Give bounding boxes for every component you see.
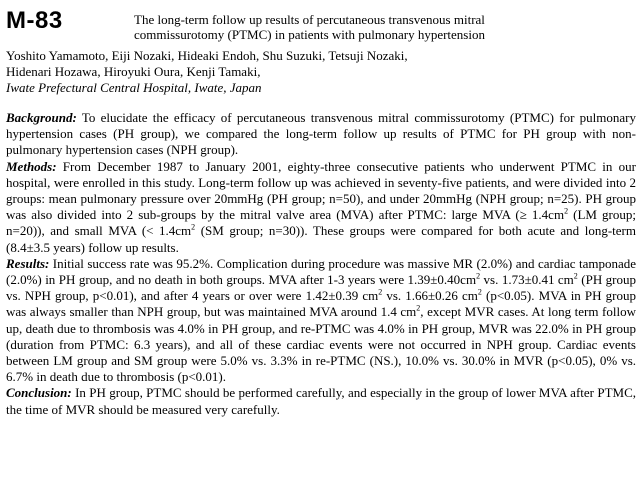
author-block (6, 48, 634, 96)
results-sup-3: 2 (378, 287, 383, 297)
abstract-code: M-83 (6, 7, 63, 34)
authors-line-1: Yoshito Yamamoto, Eiji Nozaki, Hideaki Endoh, Shu Suzuki, Tetsuji Nozaki, (6, 48, 408, 63)
abstract-body (6, 110, 636, 418)
results-paragraph (6, 256, 636, 386)
results-text-d: vs. 1.66±0.26 cm (382, 288, 478, 304)
results-sup-4: 2 (477, 287, 482, 297)
methods-heading: Methods: (6, 158, 57, 174)
methods-sup-1: 2 (564, 206, 569, 216)
methods-text-a: From December 1987 to January 2001, eighty-three consecutive patients who underwent PTMC in our hospital, were enrolled in this study. Long-term follow up was achieved in seventy-five patients, and were divided into 2 groups: mean pulmonary pressure over 20mmHg (PH group; n=50), and under 20mmHg (NPH group; n=25). PH group was also divided into 2 sub-groups by the mitral valve area (MVA) after PTMC: large MVA (≥ 1.4cm (6, 158, 636, 223)
results-sup-2: 2 (573, 271, 578, 281)
methods-sup-2: 2 (191, 223, 196, 233)
methods-text-c: (SM group; n=30)). These groups were compared for both acute and long-term (8.4±3.5 years) follow up results. (6, 223, 636, 255)
background-paragraph (6, 110, 636, 159)
authors-line-2: Hidenari Hozawa, Hiroyuki Oura, Kenji Tamaki, (6, 64, 261, 79)
conclusion-heading: Conclusion: (6, 385, 72, 401)
methods-text-b: (LM group; n=20)), and small MVA (< 1.4cm (6, 207, 636, 239)
results-text-a: Initial success rate was 95.2%. Complication during procedure was massive MR (2.0%) and cardiac tamponade (2.0%) in PH group, and no death in both groups. MVA after 1-3 years were 1.39±0.40cm (6, 255, 636, 288)
results-sup-1: 2 (476, 271, 481, 281)
results-text-c: (PH group vs. NPH group, p<0.01), and after 4 years or over were 1.42±0.39 cm (6, 272, 636, 304)
results-heading: Results: (6, 255, 50, 271)
background-text: To elucidate the efficacy of percutaneous transvenous mitral commissurotomy (PTMC) for pulmonary hypertension cases (PH group), we compared the long-term follow up results of PTMC for PH group with non-pulmonary hypertension cases (NPH group). (6, 110, 636, 158)
title-line-1: The long-term follow up results of percutaneous transvenous mitral (134, 12, 485, 27)
conclusion-paragraph (6, 385, 636, 417)
results-text-b: vs. 1.73±0.41 cm (480, 272, 574, 288)
conclusion-text: In PH group, PTMC should be performed carefully, and especially in the group of lower MVA after PTMC, the time of MVR should be measured very carefully. (6, 385, 636, 417)
results-sup-5: 2 (416, 304, 421, 314)
results-text-e: (p<0.05). MVA in PH group was always smaller than NPH group, but was maintained MVA around 1.4 cm (6, 288, 636, 320)
results-text-f: , except MVR cases. At long term follow up, death due to thrombosis was 4.0% in PH group, and re-PTMC was 4.0% in PH group, MVR was 22.0% in PH group (duration from PTMC: 6.3 years), and all of these cardiac events were not occurred in NPH group. Cardiac events between LM group and SM group were 5.0% vs. 3.3% in re-PTMC (NS.), 10.0% vs. 30.0% in MVR (p<0.05), 0% vs. 6.7% in death due to thrombosis (p<0.01). (6, 304, 636, 385)
affiliation: Iwate Prefectural Central Hospital, Iwate, Japan (6, 80, 262, 95)
title-line-2: commissurotomy (PTMC) in patients with pulmonary hypertension (134, 27, 485, 42)
background-heading: Background: (6, 110, 77, 125)
methods-paragraph (6, 159, 636, 256)
abstract-title (134, 12, 634, 42)
